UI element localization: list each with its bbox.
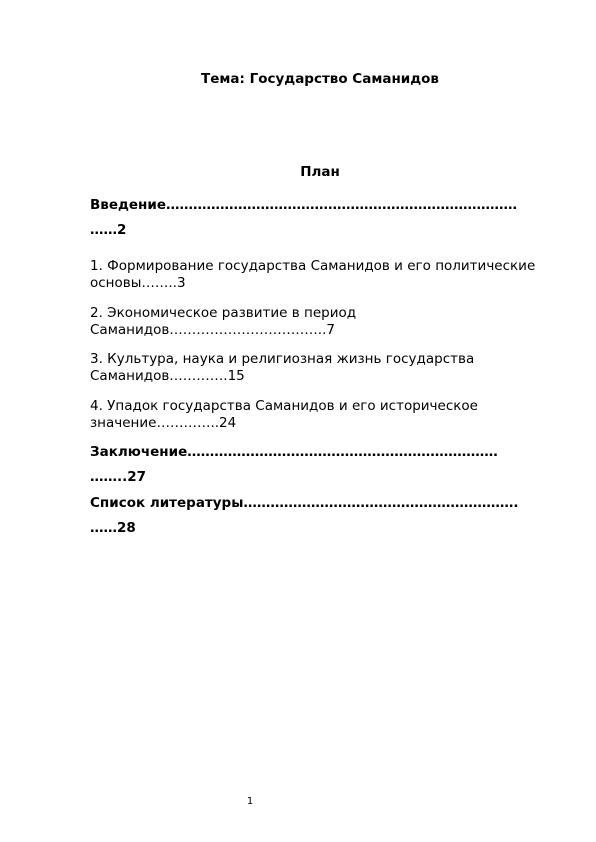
toc-entry-text: Список литературы…………………………………………………….: [90, 495, 519, 511]
toc-entry-page: ……28: [90, 520, 136, 536]
toc-entry-text: Заключение……………………………………………………………: [90, 444, 498, 460]
toc-entry-1: [90, 258, 560, 292]
toc-entry-text: 2. Экономическое развитие в период: [90, 305, 357, 321]
toc-entry-2: [90, 305, 560, 339]
toc-entry-bibliography: [90, 491, 560, 541]
document-title: Тема: Государство Саманидов: [201, 71, 439, 87]
toc-entry-text: 4. Упадок государства Саманидов и его историческое: [90, 398, 478, 414]
toc-entry-3: [90, 351, 560, 385]
page-number: 1: [246, 796, 254, 807]
toc-entry-page: ……2: [90, 222, 127, 238]
toc-entry-page: ……..27: [90, 469, 147, 485]
toc-entry-page: основы……..3: [90, 275, 186, 291]
toc-entry-text: 3. Культура, наука и религиозная жизнь государства: [90, 351, 475, 367]
toc-entry-page: Саманидов……………………………..7: [90, 322, 335, 338]
toc-entry-text: Введение……………………………………………………………………: [90, 197, 517, 213]
toc-entry-4: [90, 398, 560, 432]
toc-entry-conclusion: [90, 440, 560, 490]
toc-entry-introduction: [90, 193, 560, 243]
toc-entry-page: Саманидов………….15: [90, 368, 245, 384]
toc-entry-page: значение…………..24: [90, 415, 237, 431]
plan-heading: План: [300, 164, 340, 180]
toc-entry-text: 1. Формирование государства Саманидов и его политические: [90, 258, 536, 274]
